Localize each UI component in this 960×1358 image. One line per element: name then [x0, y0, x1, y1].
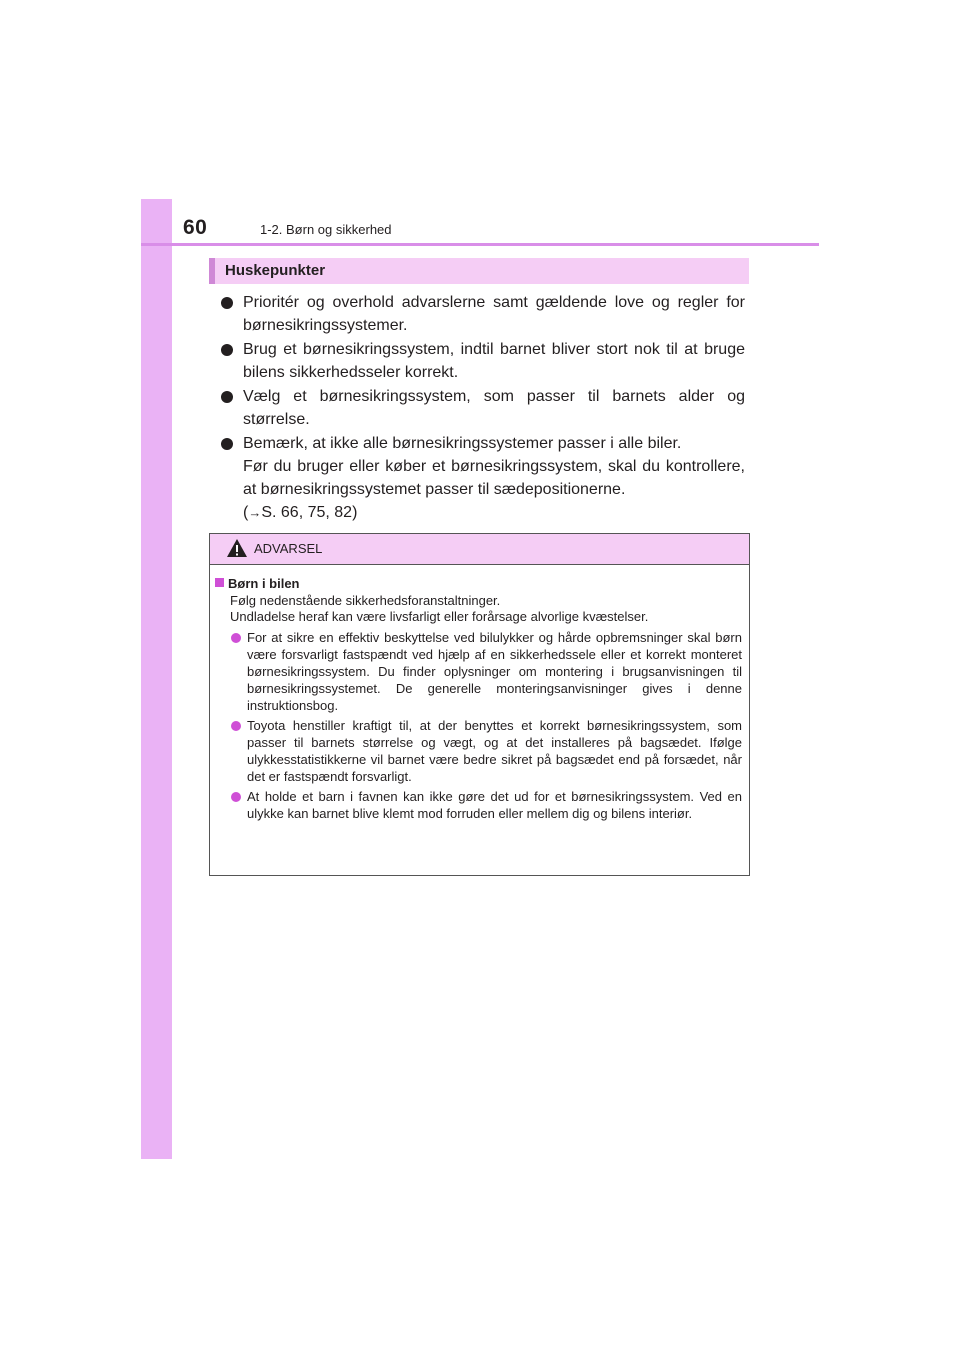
- huskepunkter-title: Huskepunkter: [225, 262, 326, 279]
- warning-triangle-icon: [226, 538, 248, 558]
- list-item: At holde et barn i favnen kan ikke gøre det ud for et børnesikringssystem. Ved en ulykke kan barnet blive klemt mod forruden eller mellem dig og bilens interiør.: [215, 788, 742, 822]
- list-item: Brug et børnesikringssystem, indtil barnet bliver stort nok til at bruge bilens sikkerhedsseler korrekt.: [221, 338, 745, 384]
- warning-body: [210, 565, 749, 822]
- warning-subheading: Børn i bilen: [215, 575, 742, 592]
- bullet-dot-icon: [221, 438, 233, 450]
- bullet-dot-icon: [221, 391, 233, 403]
- list-item: Bemærk, at ikke alle børnesikringssystemer passer i alle biler. Før du bruger eller køber et børnesikringssystem, skal du kontrollere, at børnesikringssystemet passer til sædepositionerne. (→S. 66, 75, 82): [221, 432, 745, 524]
- huskepunkter-list: [221, 291, 745, 525]
- bullet-dot-icon: [231, 633, 241, 643]
- header-rule: [141, 243, 819, 246]
- list-item: Toyota henstiller kraftigt til, at der benyttes et korrekt børnesikringssystem, som passer til barnets størrelse og vægt, og at det installeres på bagsædet. Ifølge ulykkesstatistikkerne vil barnet være bedre sikret på bagsædet end på forsædet, når det er fastspændt forsvarligt.: [215, 717, 742, 785]
- square-bullet-icon: [215, 578, 224, 587]
- page-reference: (→S. 66, 75, 82): [243, 504, 358, 521]
- bullet-dot-icon: [221, 297, 233, 309]
- page-number: 60: [183, 216, 208, 239]
- warning-list: [215, 629, 742, 822]
- warning-box: [209, 533, 750, 876]
- warning-title: ADVARSEL: [254, 541, 323, 556]
- warning-intro: Følg nedenstående sikkerhedsforanstaltninger. Undladelse heraf kan være livsfarligt eller forårsage alvorlige kvæstelser.: [230, 593, 649, 624]
- warning-header: [210, 534, 749, 565]
- bullet-dot-icon: [231, 721, 241, 731]
- list-item: Vælg et børnesikringssystem, som passer til barnets alder og størrelse.: [221, 385, 745, 431]
- list-item: For at sikre en effektiv beskyttelse ved bilulykker og hårde opbremsninger skal børn være forsvarligt fastspændt ved hjælp af en sikkerhedssele eller et korrekt monteret børnesikringssystem. Du finder oplysninger om montering i brugsanvisningen til børnesikringssystemet. De generelle monteringsanvisninger gives i denne instruktionsbog.: [215, 629, 742, 714]
- huskepunkter-header: [209, 258, 749, 284]
- chapter-title: 1-2. Børn og sikkerhed: [260, 222, 392, 237]
- bullet-dot-icon: [231, 792, 241, 802]
- bullet-dot-icon: [221, 344, 233, 356]
- list-item: Prioritér og overhold advarslerne samt gældende love og regler for børnesikringssystemer.: [221, 291, 745, 337]
- arrow-right-icon: →: [248, 505, 262, 520]
- chapter-side-strip: [141, 199, 172, 1159]
